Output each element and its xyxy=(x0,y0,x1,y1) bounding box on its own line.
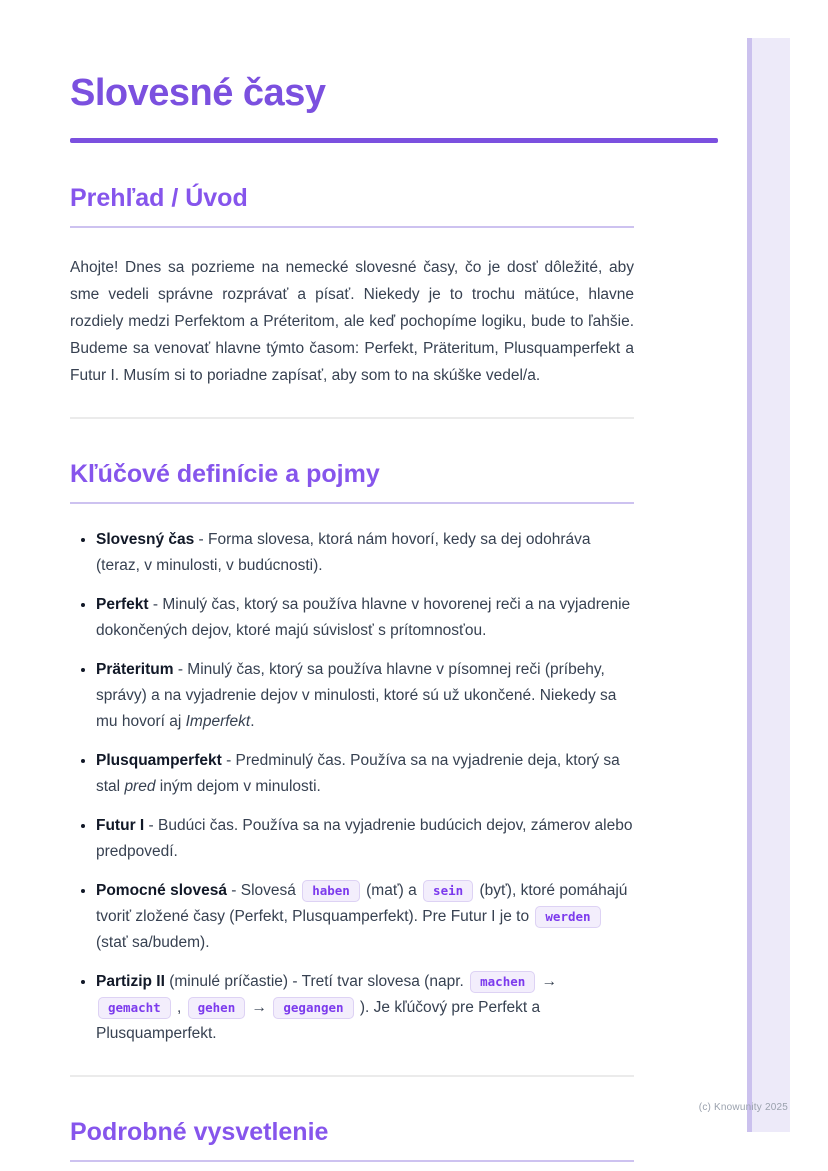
definition-item xyxy=(96,656,634,735)
section-definitions xyxy=(70,459,634,1047)
definitions-list xyxy=(70,526,634,1047)
term-label: Präteritum xyxy=(96,661,174,678)
definition-text: (stať sa/budem). xyxy=(96,934,210,951)
page-edge-stripe xyxy=(747,38,790,1132)
inline-code-badge: machen xyxy=(470,971,535,993)
inline-code-badge: sein xyxy=(423,880,473,902)
document-content xyxy=(70,0,634,1162)
definition-text: iným dejom v minulosti. xyxy=(155,778,321,795)
section-explanation xyxy=(70,1117,634,1162)
term-label: Plusquamperfekt xyxy=(96,752,222,769)
emphasized-text: pred xyxy=(124,778,156,795)
definition-text: . xyxy=(250,713,255,730)
definition-text: (byť), ktoré pomáhajú tvoriť zložené časy (Perfekt, Plusquamperfekt). Pre Futur I je to xyxy=(96,882,628,925)
definition-text: - Slovesá xyxy=(226,882,301,899)
term-label: Pomocné slovesá xyxy=(96,882,227,899)
definition-text: - Budúci čas. Používa sa na vyjadrenie budúcich dejov, zámerov alebo predpovedí. xyxy=(96,817,633,860)
section-divider xyxy=(70,417,634,419)
term-label: Slovesný čas xyxy=(96,531,195,548)
definition-text: - Minulý čas, ktorý sa používa hlavne v písomnej reči (príbehy, správy) a na vyjadrenie dejov v minulosti, ktoré sú už ukončené. Niekedy sa mu hovorí aj xyxy=(96,661,617,730)
definition-item xyxy=(96,526,634,579)
inline-code-badge: gehen xyxy=(188,997,246,1019)
definition-text: → xyxy=(537,973,558,990)
definition-text: - Minulý čas, ktorý sa používa hlavne v hovorenej reči a na vyjadrenie dokončených dejov, ktoré majú súvislosť s prítomnosťou. xyxy=(96,596,631,639)
definition-item xyxy=(96,877,634,956)
copyright-notice: (c) Knowunity 2025 xyxy=(698,1102,788,1113)
definition-text: (minulé príčastie) - Tretí tvar slovesa (napr. xyxy=(164,973,469,990)
definitions-section-heading: Kľúčové definície a pojmy xyxy=(70,459,634,504)
overview-section-heading: Prehľad / Úvod xyxy=(70,183,634,228)
definition-text: (mať) a xyxy=(361,882,422,899)
inline-code-badge: gemacht xyxy=(98,997,171,1019)
inline-code-badge: haben xyxy=(302,880,360,902)
definition-text: , xyxy=(172,999,186,1016)
definition-text: ). Je kľúčový pre Perfekt a Plusquamperfekt. xyxy=(96,999,541,1042)
emphasized-text: Imperfekt xyxy=(185,713,251,730)
definition-item xyxy=(96,968,634,1047)
explanation-section-heading: Podrobné vysvetlenie xyxy=(70,1117,634,1162)
title-divider-rule xyxy=(70,138,718,143)
term-label: Futur I xyxy=(96,817,145,834)
definition-item xyxy=(96,591,634,644)
inline-code-badge: gegangen xyxy=(273,997,353,1019)
term-label: Partizip II xyxy=(96,973,165,990)
definition-item xyxy=(96,747,634,800)
page-title: Slovesné časy xyxy=(70,72,326,114)
section-divider-2 xyxy=(70,1075,634,1077)
definition-text: - Predminulý čas. Používa sa na vyjadrenie deja, ktorý sa stal xyxy=(96,752,620,795)
overview-paragraph: Ahojte! Dnes sa pozrieme na nemecké slovesné časy, čo je dosť dôležité, aby sme vedeli správne rozprávať a písať. Niekedy je to trochu mätúce, hlavne rozdiely medzi Perfektom a Préteritom, ale keď pochopíme logiku, bude to ľahšie. Budeme sa venovať hlavne týmto časom: Perfekt, Präteritum, Plusquamperfekt a Futur I. Musím si to poriadne zapísať, aby som to na skúške vedel/a. xyxy=(70,259,634,384)
definition-text: - Forma slovesa, ktorá nám hovorí, kedy sa dej odohráva (teraz, v minulosti, v budúcnosti). xyxy=(96,531,591,574)
section-overview xyxy=(70,183,634,389)
definition-text: → xyxy=(247,999,272,1016)
term-label: Perfekt xyxy=(96,596,149,613)
definition-item xyxy=(96,812,634,865)
inline-code-badge: werden xyxy=(535,906,600,928)
